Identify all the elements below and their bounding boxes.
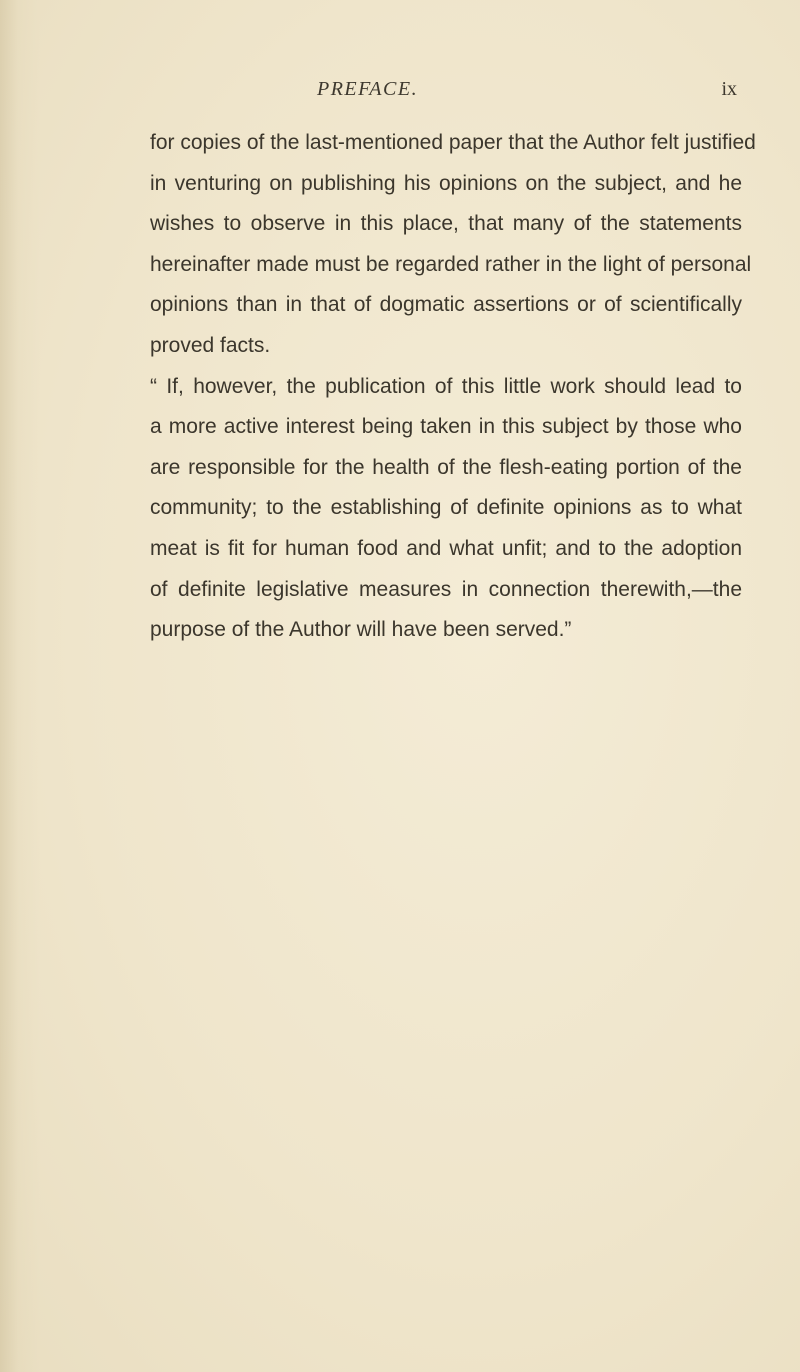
page-title: PREFACE. [317,78,419,100]
text-line: “ If, however, the publication of this little work should lead to [150,374,742,398]
preface-body [150,123,756,651]
text-line: purpose of the Author will have been served.” [150,618,572,642]
text-line: a more active interest being taken in this subject by those who [150,415,742,439]
text-line: for copies of the last-mentioned paper that the Author felt justified [150,131,756,154]
page-number: ix [721,78,737,100]
text-line: community; to the establishing of definite opinions as to what [150,496,742,520]
text-line: of definite legislative measures in connection therewith,—the [150,577,742,601]
text-line: are responsible for the health of the flesh-eating portion of the [150,455,742,479]
text-line: wishes to observe in this place, that many of the statements [150,212,742,236]
text-line: opinions than in that of dogmatic assertions or of scientifically [150,293,742,317]
text-line: hereinafter made must be regarded rather in the light of personal [150,252,752,276]
text-line: in venturing on publishing his opinions on the subject, and he [150,171,742,195]
text-line: proved facts. [150,333,271,357]
text-line: meat is fit for human food and what unfit; and to the adoption [150,536,742,560]
running-head [150,78,740,108]
